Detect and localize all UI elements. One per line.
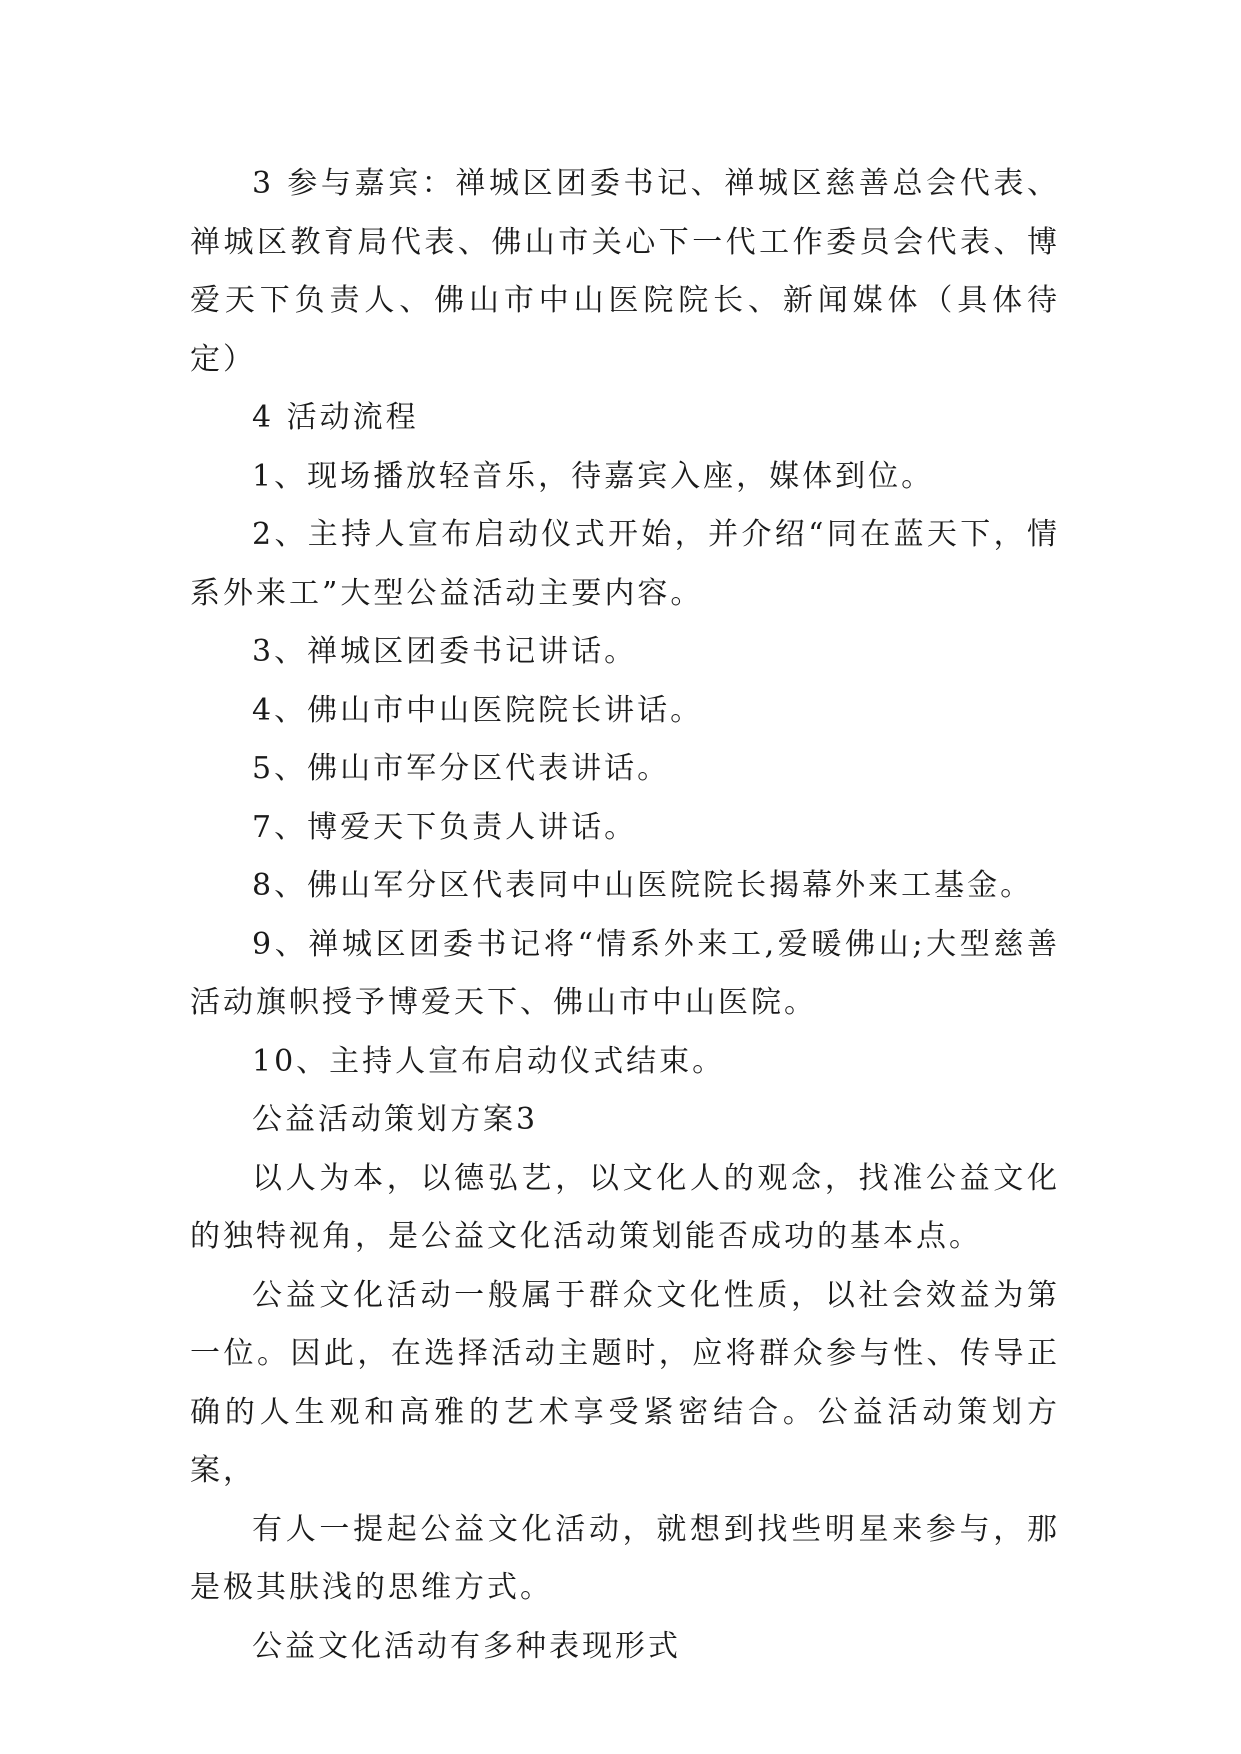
paragraph-guests: 3 参与嘉宾：禅城区团委书记、禅城区慈善总会代表、禅城区教育局代表、佛山市关心下一代工作委员会代表、博爱天下负责人、佛山市中山医院院长、新闻媒体（具体待定）: [190, 166, 1060, 377]
paragraph-step-8: 8、佛山军分区代表同中山医院院长揭幕外来工基金。: [252, 868, 1034, 903]
paragraph-step-7: 7、博爱天下负责人讲话。: [252, 809, 638, 845]
paragraph-mass-culture: 公益文化活动一般属于群众文化性质，以社会效益为第一位。因此，在选择活动主题时，应将群众参与性、传导正确的人生观和高雅的艺术享受紧密结合。公益活动策划方案，: [190, 1277, 1060, 1488]
paragraph-step-3: 3、禅城区团委书记讲话。: [252, 634, 638, 669]
document-body: [190, 155, 1060, 1676]
paragraph-step-9: 9、禅城区团委书记将“情系外来工,爱暖佛山;大型慈善活动旗帜授予博爱天下、佛山市中山医院。: [190, 926, 1060, 1020]
paragraph-celebrities: 有人一提起公益文化活动，就想到找些明星来参与，那是极其肤浅的思维方式。: [190, 1511, 1060, 1605]
paragraph-step-2: 2、主持人宣布启动仪式开始，并介绍“同在蓝天下，情系外来工”大型公益活动主要内容。: [190, 517, 1060, 611]
paragraph-step-1: 1、现场播放轻音乐，待嘉宾入座，媒体到位。: [252, 458, 935, 494]
section-heading-plan-3: 公益活动策划方案3: [252, 1102, 539, 1137]
paragraph-forms: 公益文化活动有多种表现形式: [252, 1628, 681, 1664]
paragraph-step-4: 4、佛山市中山医院院长讲话。: [252, 692, 704, 728]
paragraph-process-heading: 4 活动流程: [252, 400, 419, 435]
paragraph-step-10: 10、主持人宣布启动仪式结束。: [252, 1043, 726, 1079]
paragraph-step-5: 5、佛山市军分区代表讲话。: [252, 751, 671, 786]
paragraph-people-oriented: 以人为本，以德弘艺，以文化人的观念，找准公益文化的独特视角，是公益文化活动策划能否成功的基本点。: [190, 1160, 1060, 1254]
